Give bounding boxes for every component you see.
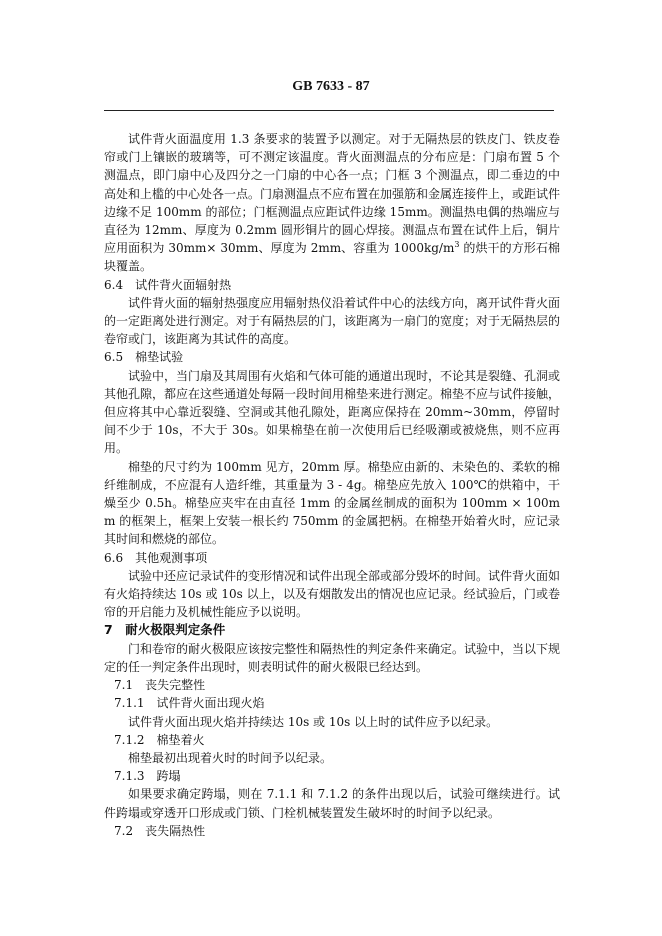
paragraph-6-5-a: 试验中，当门扇及其周围有火焰和气体可能的通道出现时，不论其是裂缝、孔洞或其他孔隙，都应在这些通道处每隔一段时间用棉垫来进行测定。棉垫不应与试件接触，但应将其中心靠近裂缝、空洞或其他孔隙处，距离应保持在 20mm~30mm，停留时间不少于 10s，不大于 30s。如果棉垫在前一次使用后已经吸潮或被烧焦，则不应再用。 <box>104 368 561 456</box>
standard-code-header: GB 7633 - 87 <box>292 79 370 94</box>
heading-6-6: 6.6 其他观测事项 <box>104 550 208 565</box>
paragraph-7-1-3: 如果要求确定跨塌，则在 7.1.1 和 7.1.2 的条件出现以后，试验可继续进行。试件跨塌或穿透开口形成或门锁、门栓机械装置发生破坏时的时间予以纪录。 <box>104 787 560 820</box>
header-rule <box>104 110 554 111</box>
paragraph-6-4: 试件背火面的辐射热强度应用辐射热仪沿着试件中心的法线方向，离开试件背火面的一定距离处进行测定。对于有隔热层的门，该距离为一扇门的宽度；对于无隔热层的卷帘或门，该距离为其试件的高度。 <box>104 295 561 347</box>
heading-7-1-1: 7.1.1 试件背火面出现火焰 <box>114 696 265 711</box>
heading-6-4: 6.4 试件背火面辐射热 <box>104 277 232 292</box>
paragraph-7-1-1: 试件背火面出现火焰并持续达 10s 或 10s 以上时的试件应予以纪录。 <box>128 714 499 729</box>
paragraph-temperature-text: 试件背火面温度用 1.3 条要求的装置予以测定。对于无隔热层的铁皮门、铁皮卷帘或门上镶嵌的玻璃等，可不测定该温度。背火面测温点的分布应是：门扇布置 5 个测温点，即门扇中心及四分之一门扇的中心各一点；门框 3 个测温点，即二垂边的中高处和上槛的中心处各一点。门扇测温点不应布置在加强筋和金属连接件上，或距试件边缘不足 100mm 的部位；门框测温点应距试件边缘 15mm。测温热电偶的热端应与直径为 12mm、厚度为 0.2mm 圆形铜片的圆心焊接。测温点布置在试件上后，铜片应用面积为 30mm× 30mm、厚度为 2mm、容重为 1000kg/m <box>104 132 561 256</box>
heading-7-2: 7.2 丧失隔热性 <box>114 823 206 838</box>
heading-7-1: 7.1 丧失完整性 <box>114 678 206 693</box>
paragraph-temperature <box>104 130 560 276</box>
heading-6-5: 6.5 棉垫试验 <box>104 350 184 365</box>
unit-superscript: 3 <box>454 240 460 250</box>
paragraph-7-1-2: 棉垫最初出现着火时的时间予以纪录。 <box>128 750 333 765</box>
document-body <box>104 130 560 840</box>
paragraph-7: 门和卷帘的耐火极限应该按完整性和隔热性的判定条件来确定。试验中，当以下规定的任一判定条件出现时，则表明试件的耐火极限已经达到。 <box>104 641 561 674</box>
paragraph-6-5-b: 棉垫的尺寸约为 100mm 见方，20mm 厚。棉垫应由新的、未染色的、柔软的棉纤维制成，不应混有人造纤维，其重量为 3 - 4g。棉垫应先放入 100℃的烘箱中，干燥至少 0.5h。棉垫应夹牢在由直径 1mm 的金属丝制成的面积为 100mm × 100mm 的框架上，框架上安装一根长约 750mm 的金属把柄。在棉垫开始着火时，应记录其时间和燃烧的部位。 <box>104 459 560 547</box>
paragraph-temperature-tail: 的烘干的方形石棉块覆盖。 <box>104 241 560 274</box>
paragraph-6-6: 试验中还应记录试件的变形情况和试件出现全部或部分毁坏的时间。试件背火面如有火焰持续达 10s 或 10s 以上，以及有烟散发出的情况也应记录。经试验后，门或卷帘的开启能力及机械性能应予以说明。 <box>104 568 561 620</box>
heading-7-1-3: 7.1.3 跨塌 <box>114 769 181 784</box>
section-7-title: 7 耐火极限判定条件 <box>104 622 226 638</box>
heading-7-1-2: 7.1.2 棉垫着火 <box>114 732 205 747</box>
